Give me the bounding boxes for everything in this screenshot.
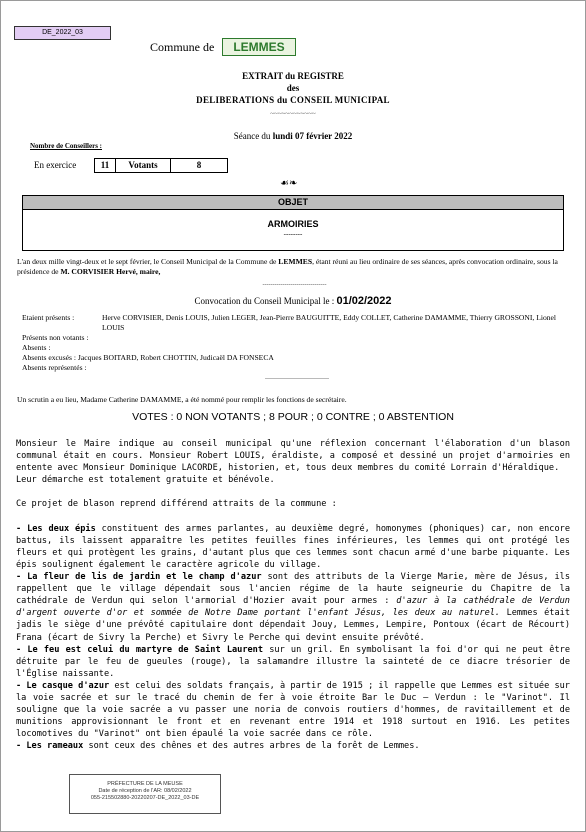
lis-text1: sont des attributs de la Vierge Marie, mère de Jésus, ils rappellent que le village dépendait sous l'ancien régime de la haute seigneurie du Chapitre de la cathédrale de Verdun qui selon l'armorial d'Hozier avait pour armes : [16,572,570,607]
casque-text: est celui des soldats français, à partir de 1915 ; il rappelle que Lemmes est située sur la voie sacrée et sur le tracé du chemin de fer à voie étroite Bar le Duc – Verdun : le "Varinot". Il souligne que la voie sacrée a vu passer une noria de convois routiers d'hommes, de ravitaillement et de munitions approvisionnant le front et en revenant entre 1914 et 1918 surtout en 1916. Les petites locomotives du "Varinot" ont bien épaulé la voie sacrée dans ce rôle. [16,680,570,740]
rameaux-heading: - Les rameaux [16,741,84,752]
attendance-list [22,313,572,384]
stamp-line-3: 055-215502880-20220207-DE_2022_03-DE [90,795,200,801]
title-deliberations: DELIBERATIONS du CONSEIL MUNICIPAL [196,95,390,105]
convocation-label: Convocation du Conseil Municipal le : [194,296,337,306]
intro-president: M. CORVISIER Hervé, maire, [60,267,161,276]
objet-title: ARMOIRIES [267,219,319,229]
non-votants-label: Présents non votants : [22,333,89,342]
votants-label: Votants [116,159,171,172]
convocation-line [0,295,586,307]
paragraph-gratuite: Leur démarche est totalement gratuite et bénévole. [16,475,275,486]
deliberation-reference: DE_2022_03 [14,26,111,40]
representes-label: Absents représentés : [22,363,87,372]
seance-line [0,131,586,141]
exercice-label: En exercice [34,160,77,170]
votants-value: 8 [196,160,202,170]
presents-value: Herve CORVISIER, Denis LOUIS, Julien LEGER, Jean-Pierre BAUGUITTE, Eddy COLLET, Catherine DAMAMME, Thierry GROSSONI, Lionel LOUIS [102,313,557,332]
votes-line: VOTES : 0 NON VOTANTS ; 8 POUR ; 0 CONTRE ; 0 ABSTENTION [132,411,454,423]
title-extrait: EXTRAIT du REGISTRE [242,71,344,81]
fleuron-icon: ☙❧ [280,178,298,189]
objet-box [22,195,564,251]
deliberation-body [16,438,570,752]
stamp-line-2: Date de réception de l'AR: 08/02/2022 [98,788,192,794]
seance-date: lundi 07 février 2022 [272,131,353,141]
absents-label: Absents : [22,343,51,352]
paragraph-projet: Ce projet de blason reprend différend attraits de la commune : [16,499,337,510]
excuses-label: Absents excusés : [22,353,76,362]
paragraph-casque [16,680,570,740]
nombre-conseillers-label: Nombre de Conseillers : [30,142,102,150]
title-des: des [286,83,300,93]
stamp-line-1: PRÉFECTURE DE LA MEUSE [107,781,183,787]
intro-commune: LEMMES [278,257,313,266]
paragraph-intro: Monsieur le Maire indique au conseil municipal qu'une réflexion concernant l'élaboration d'un blason communal était en cours. Monsieur Robert LOUIS, éraldiste, a composé et dessiné un projet d'armoiries en entente avec Monsieur Dominique LACORDE, historien, et, tous deux membres du comité Lorrain d'Héraldique. [16,439,570,474]
lis-blazon: d'azur à la cathédrale de Verdun d'argent ouverte d'or et sommée de Notre Dame portant l'enfant Jésus, les deux au naturel. [16,596,570,619]
commune-name: LEMMES [222,38,296,56]
objet-header: OBJET [23,196,563,210]
seance-prefix: Séance du [233,131,273,141]
paragraph-lis [16,571,570,644]
objet-dash: -------- [283,230,303,238]
epis-heading: - Les deux épis [16,523,96,534]
intro-part1: L'an deux mille vingt-deux et le sept février, le Conseil Municipal de la Commune de [17,257,279,266]
lis-text2: Lemmes était jadis le siège d'une prévôté capitulaire dont dépendait Jouy, Lemmes, Lempire, Pontoux (écart de Récourt) Frana (écart de Sivry la Perche) et Sivry le Perche qui devint ensuite prévôté. [16,608,570,643]
scrutin-line: Un scrutin a eu lieu, Madame Catherine DAMAMME, a été nommé pour remplir les fonctions de secrétaire. [17,395,347,404]
feu-heading: - Le feu est celui du martyre de Saint Laurent [16,644,264,655]
paragraph-epis [16,523,570,571]
title-ornament: ~~~~~~~~~~~~ [270,110,316,118]
commune-label: Commune de [150,40,215,54]
paragraph-rameaux [16,740,570,752]
intro-paragraph [17,257,572,290]
casque-heading: - Le casque d'azur [16,680,110,691]
separator-2: -------------------------------- [265,376,329,382]
excuses-value: Jacques BOITARD, Robert CHOTTIN, Judicaël DA FONSECA [77,353,274,362]
lis-heading: - La fleur de lis de jardin et le champ d'azur [16,572,262,583]
exercice-value: 11 [95,159,116,172]
prefecture-stamp [69,774,221,814]
convocation-date: 01/02/2022 [336,295,392,307]
epis-text: constituent des armes parlantes, au deuxième degré, homonymes (phoniques) car, non encore battus, ils laissent apparaître les petites feuilles fines inférieures, les lemmes qui ont protégé les fleurs et qui protègent les grains, d'autant plus que ces lemmes sont chacun armé d'une barbe piquante. Les épis soulignent également le caractère agricole du village. [16,523,571,570]
feu-text: sur un gril. En symbolisant la foi d'or qui ne peut être détruite par le feu de gueules (rouge), la salamandre illustre la sainteté de ce diacre trésorier de l'Église naissante. [16,644,571,679]
intro-part2: , étant réuni au lieu ordinaire de ses séances, après convocation ordinaire, sous la présidence de [17,257,558,276]
rameaux-text: sont ceux des chênes et des autres arbres de la forêt de Lemmes. [83,741,420,752]
presents-label: Etaient présents : [22,313,75,322]
conseillers-table [94,158,228,173]
separator-1: -------------------------------- [262,282,327,288]
paragraph-feu [16,644,570,680]
